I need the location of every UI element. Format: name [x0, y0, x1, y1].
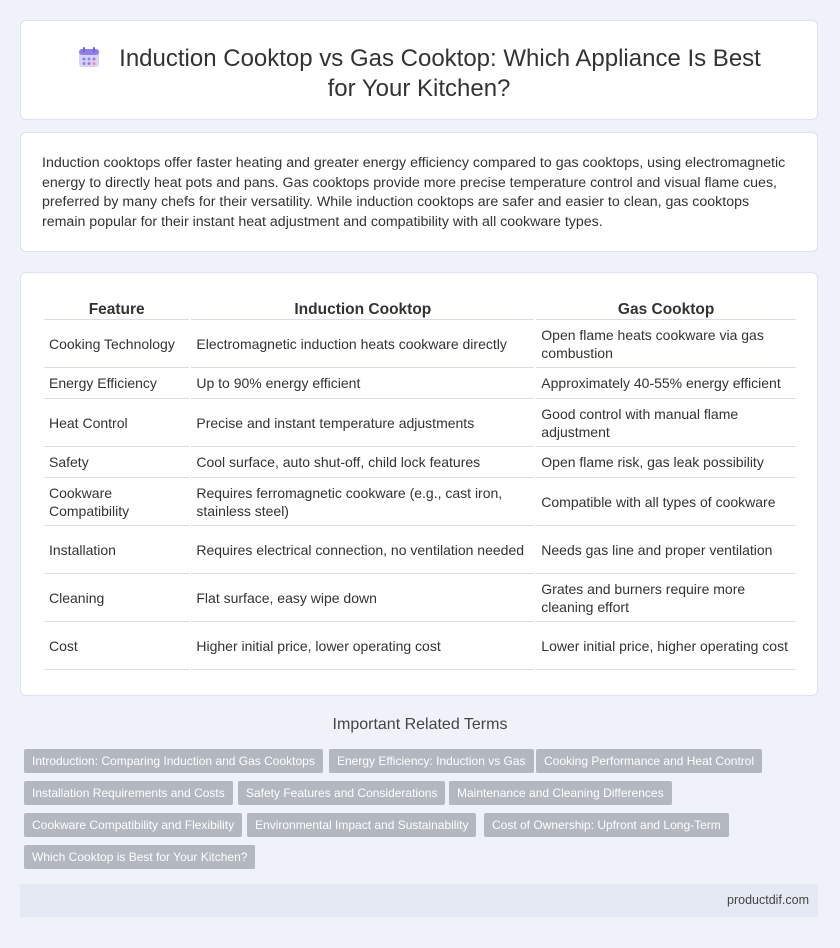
related-term-tag[interactable]: Introduction: Comparing Induction and Gas Cooktops: [24, 749, 323, 773]
table-row: [44, 478, 796, 526]
table-row: [44, 368, 796, 399]
table-row: [44, 447, 796, 478]
header-induction: Induction Cooktop: [191, 295, 534, 320]
calendar-icon: [77, 45, 101, 69]
footer-site-link[interactable]: productdif.com: [727, 893, 809, 907]
gas-cell: Lower initial price, higher operating cost: [536, 622, 796, 670]
related-term-tag[interactable]: Safety Features and Considerations: [238, 781, 445, 805]
related-term-tag[interactable]: Installation Requirements and Costs: [24, 781, 233, 805]
gas-cell: Good control with manual flame adjustment: [536, 399, 796, 447]
page-title: Induction Cooktop vs Gas Cooktop: Which Appliance Is Best for Your Kitchen?: [119, 45, 761, 102]
induction-cell: Higher initial price, lower operating cost: [191, 622, 534, 670]
induction-cell: Up to 90% energy efficient: [191, 368, 534, 399]
page-title-wrap: [61, 44, 777, 104]
feature-cell: Safety: [44, 447, 189, 478]
comparison-table-card: [20, 272, 818, 696]
related-term-tag[interactable]: Maintenance and Cleaning Differences: [449, 781, 672, 805]
header-feature: Feature: [44, 295, 189, 320]
table-row: [44, 622, 796, 670]
related-term-tag[interactable]: Which Cooktop is Best for Your Kitchen?: [24, 845, 255, 869]
feature-cell: Cleaning: [44, 574, 189, 622]
related-term-tag[interactable]: Cookware Compatibility and Flexibility: [24, 813, 242, 837]
feature-cell: Energy Efficiency: [44, 368, 189, 399]
related-term-tag[interactable]: Cooking Performance and Heat Control: [536, 749, 762, 773]
induction-cell: Electromagnetic induction heats cookware directly: [191, 320, 534, 368]
induction-cell: Flat surface, easy wipe down: [191, 574, 534, 622]
gas-cell: Needs gas line and proper ventilation: [536, 526, 796, 574]
feature-cell: Heat Control: [44, 399, 189, 447]
gas-cell: Open flame heats cookware via gas combustion: [536, 320, 796, 368]
feature-cell: Installation: [44, 526, 189, 574]
induction-cell: Requires electrical connection, no ventilation needed: [191, 526, 534, 574]
gas-cell: Approximately 40-55% energy efficient: [536, 368, 796, 399]
table-row: [44, 526, 796, 574]
footer: [20, 884, 818, 917]
gas-cell: Open flame risk, gas leak possibility: [536, 447, 796, 478]
related-term-tag[interactable]: Energy Efficiency: Induction vs Gas: [329, 749, 534, 773]
intro-card: [20, 132, 818, 252]
header-gas: Gas Cooktop: [536, 295, 796, 320]
feature-cell: Cookware Compatibility: [44, 478, 189, 526]
gas-cell: Compatible with all types of cookware: [536, 478, 796, 526]
induction-cell: Requires ferromagnetic cookware (e.g., cast iron, stainless steel): [191, 478, 534, 526]
table-row: [44, 320, 796, 368]
induction-cell: Precise and instant temperature adjustments: [191, 399, 534, 447]
related-term-tag[interactable]: Cost of Ownership: Upfront and Long-Term: [484, 813, 729, 837]
feature-cell: Cooking Technology: [44, 320, 189, 368]
related-terms-heading: Important Related Terms: [332, 716, 508, 733]
table-header-row: [44, 295, 796, 320]
comparison-table: [42, 295, 798, 670]
table-row: [44, 399, 796, 447]
induction-cell: Cool surface, auto shut-off, child lock features: [191, 447, 534, 478]
related-term-tag[interactable]: Environmental Impact and Sustainability: [247, 813, 476, 837]
header-card: [20, 20, 818, 120]
feature-cell: Cost: [44, 622, 189, 670]
table-row: [44, 574, 796, 622]
intro-paragraph: Induction cooktops offer faster heating and greater energy efficiency compared to gas cooktops, using electromagnetic energy to directly heat pots and pans. Gas cooktops provide more precise temperature control and visual flame cues, preferred by many chefs for their versatility. While induction cooktops are safer and easier to clean, gas cooktops remain popular for their instant heat adjustment and compatibility with all cookware types.: [42, 155, 786, 230]
gas-cell: Grates and burners require more cleaning effort: [536, 574, 796, 622]
